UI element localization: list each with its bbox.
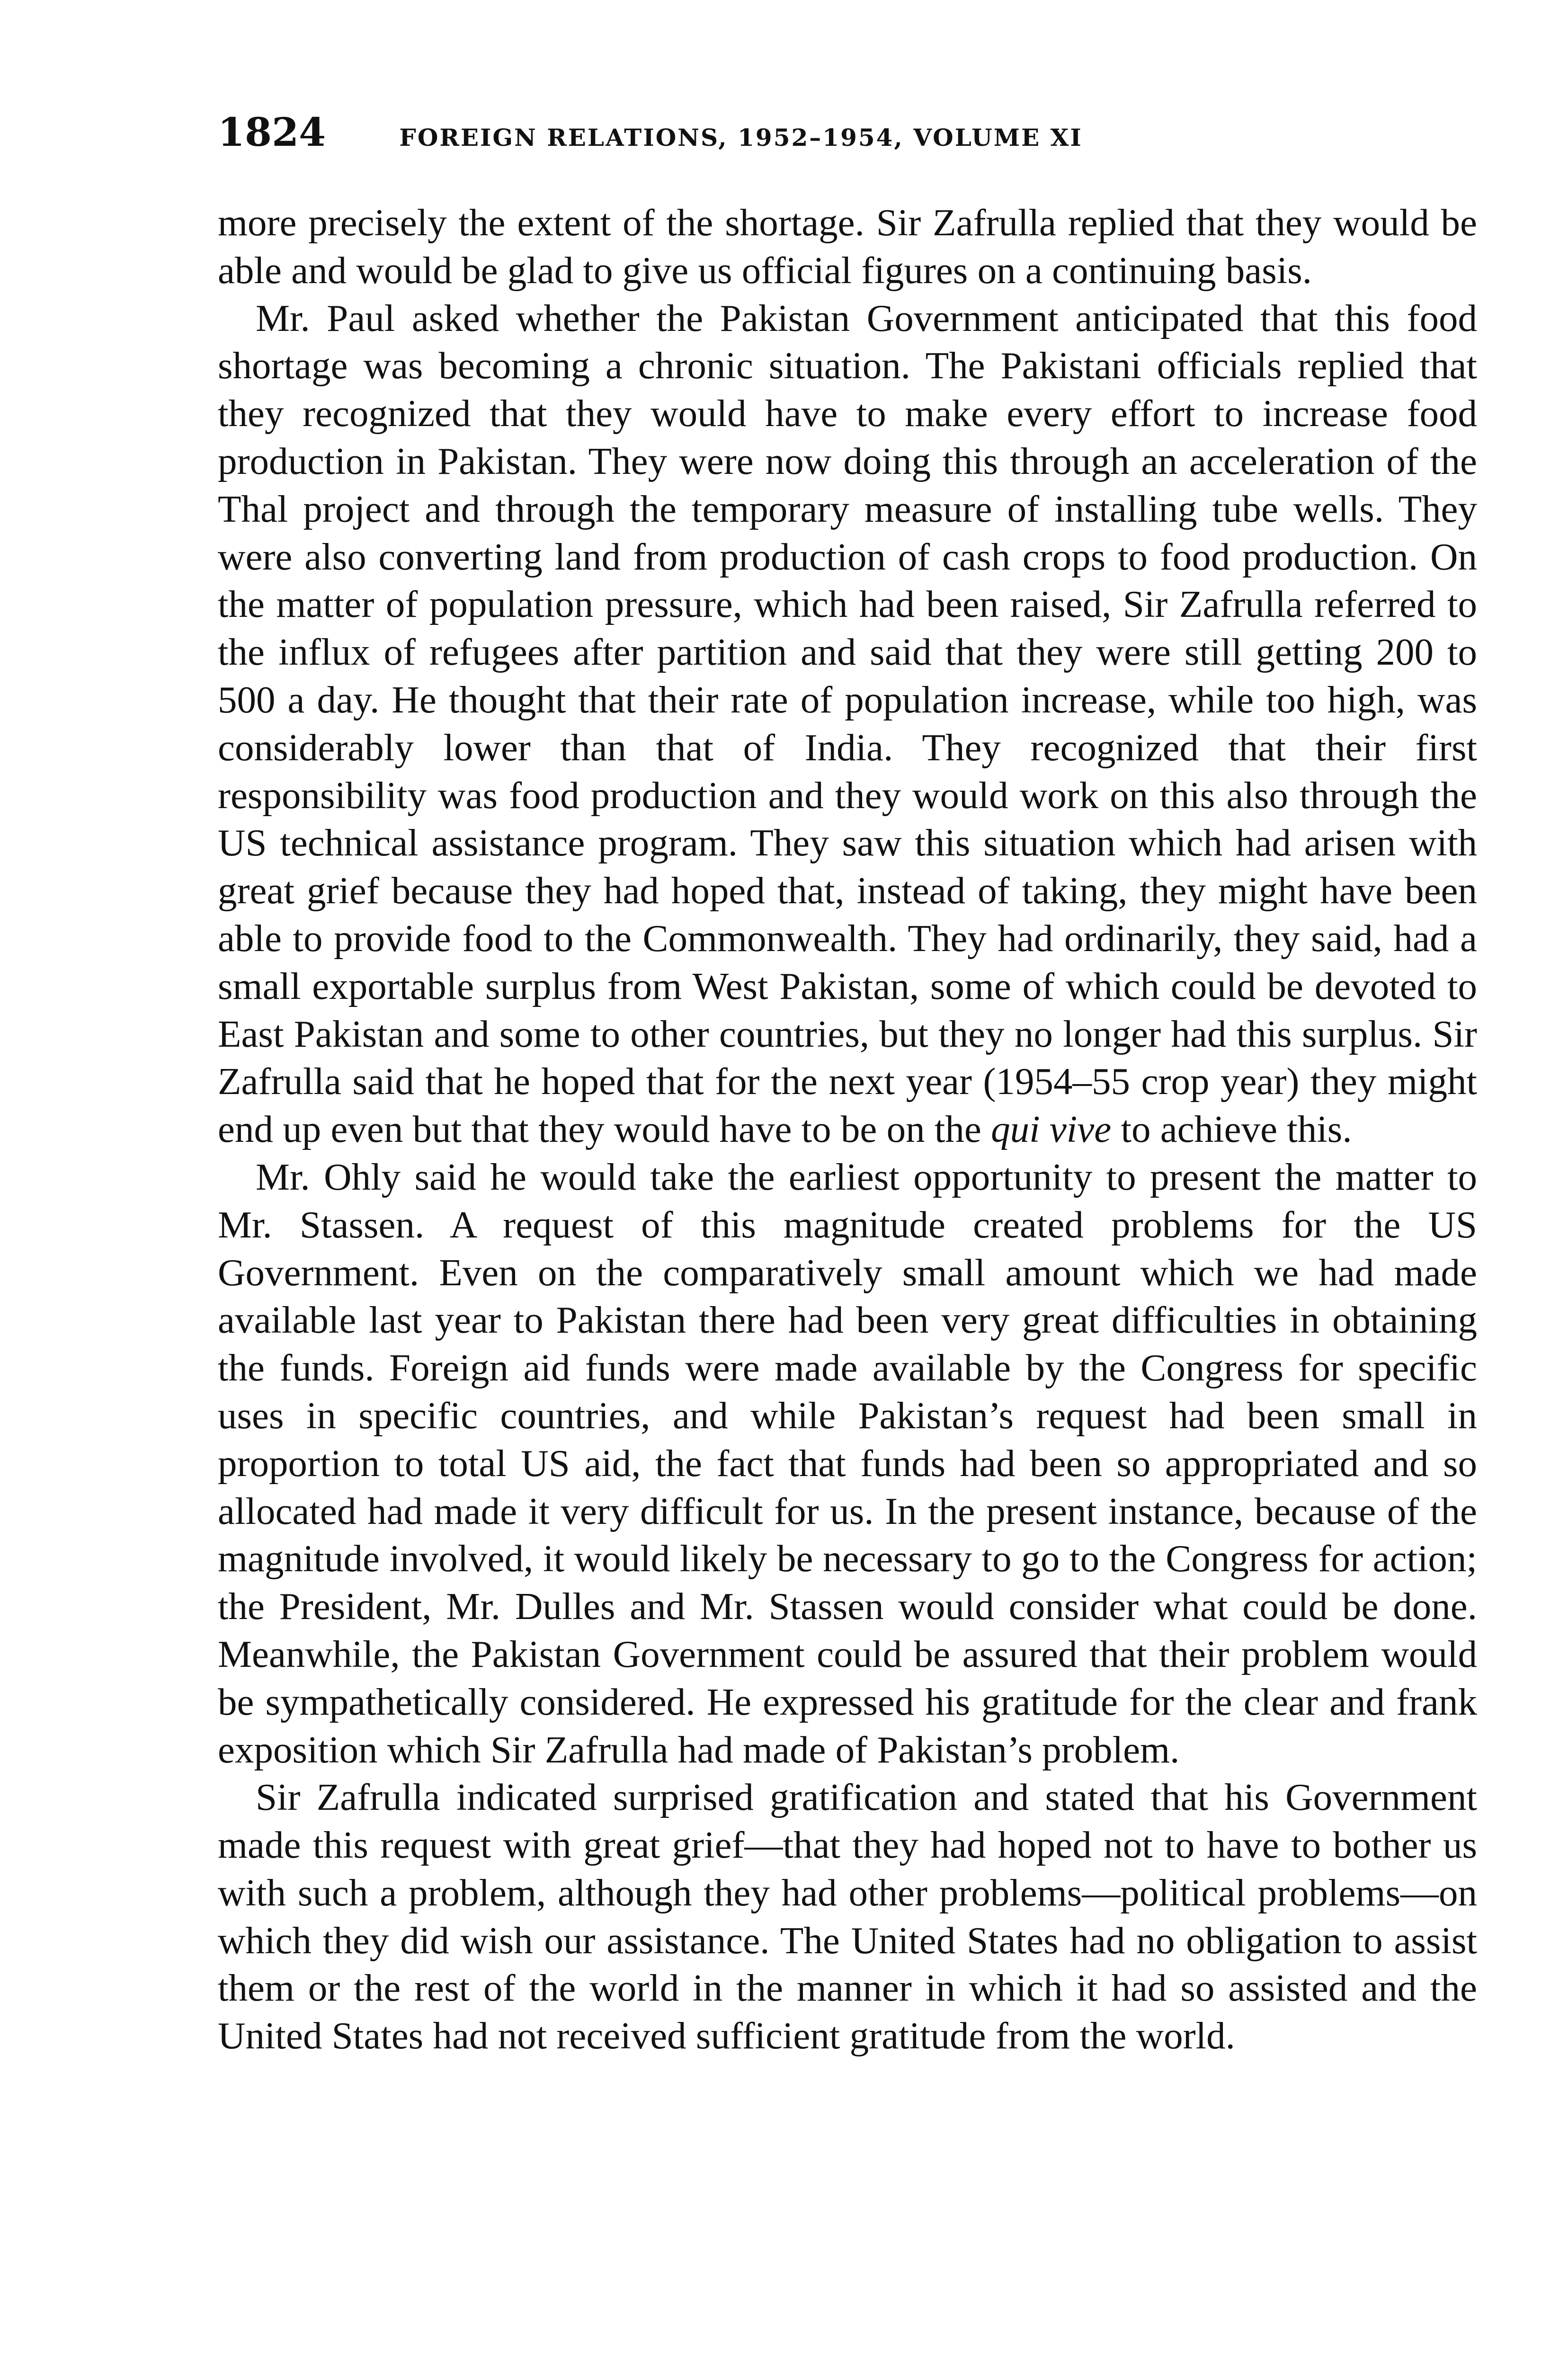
paragraph-mr-paul-ending: to achieve this. [1121,1108,1352,1151]
document-body [218,199,1477,2060]
page-number: 1824 [218,110,326,155]
paragraph-sir-zafrulla: Sir Zafrulla indicated surprised gratification and stated that his Government made this request with great grief—that they had hoped not to have to bother us with such a problem, although they had other problems—political problems—on which they did wish our assistance. The United States had no obligation to assist them or the rest of the world in the manner in which it had so assisted and the United States had not received sufficient gratitude from the world. [218,1776,1477,2057]
paragraph-mr-paul-text: Mr. Paul asked whether the Pakistan Government anticipated that this food shortage was becoming a chronic situation. The Pakistani officials replied that they recognized that they would have to make every effort to increase food production in Pakistan. They were now doing this through an acceleration of the Thal project and through the temporary measure of installing tube wells. They were also converting land from production of cash crops to food production. On the matter of population pressure, which had been raised, Sir Zafrulla referred to the influx of refugees after partition and said that they were still getting 200 to 500 a day. He thought that their rate of population increase, while too high, was considerably lower than that of India. They recognized that their first responsibility was food production and they would work on this also through the US technical assistance program. They saw this situation which had arisen with great grief because they had hoped that, instead of taking, they might have been able to provide food to the Commonwealth. They had ordinarily, they said, had a small exportable surplus from West Pakistan, some of which could be devoted to East Pakistan and some to other countries, but they no longer had this surplus. Sir Zafrulla said that he hoped that for the next year (1954–55 crop year) they might end up even but that they would have to be on the [218,296,1477,1151]
paragraph-mr-paul [218,294,1477,1153]
paragraph-mr-ohly: Mr. Ohly said he would take the earliest opportunity to present the matter to Mr. Stassen. A request of this magnitude created problems for the US Government. Even on the comparatively small amount which we had made available last year to Pakistan there had been very great difficulties in obtaining the funds. Foreign aid funds were made available by the Congress for specific uses in specific countries, and while Pakistan’s request had been small in proportion to total US aid, the fact that funds had been so appropriated and so allocated had made it very difficult for us. In the present instance, because of the magnitude involved, it would likely be necessary to go to the Congress for action; the President, Mr. Dulles and Mr. Stassen would consider what could be done. Meanwhile, the Pakistan Government could be assured that their problem would be sympathetically considered. He expressed his gratitude for the clear and frank exposition which Sir Zafrulla had made of Pakistan’s problem. [218,1155,1477,1771]
paragraph-continued: more precisely the extent of the shortage. Sir Zafrulla replied that they would be able and would be glad to give us official figures on a continuing basis. [218,201,1477,292]
page-header [218,110,1496,167]
qui-vive-phrase: qui vive [991,1108,1112,1151]
running-head: FOREIGN RELATIONS, 1952–1954, VOLUME XI [399,124,1083,151]
